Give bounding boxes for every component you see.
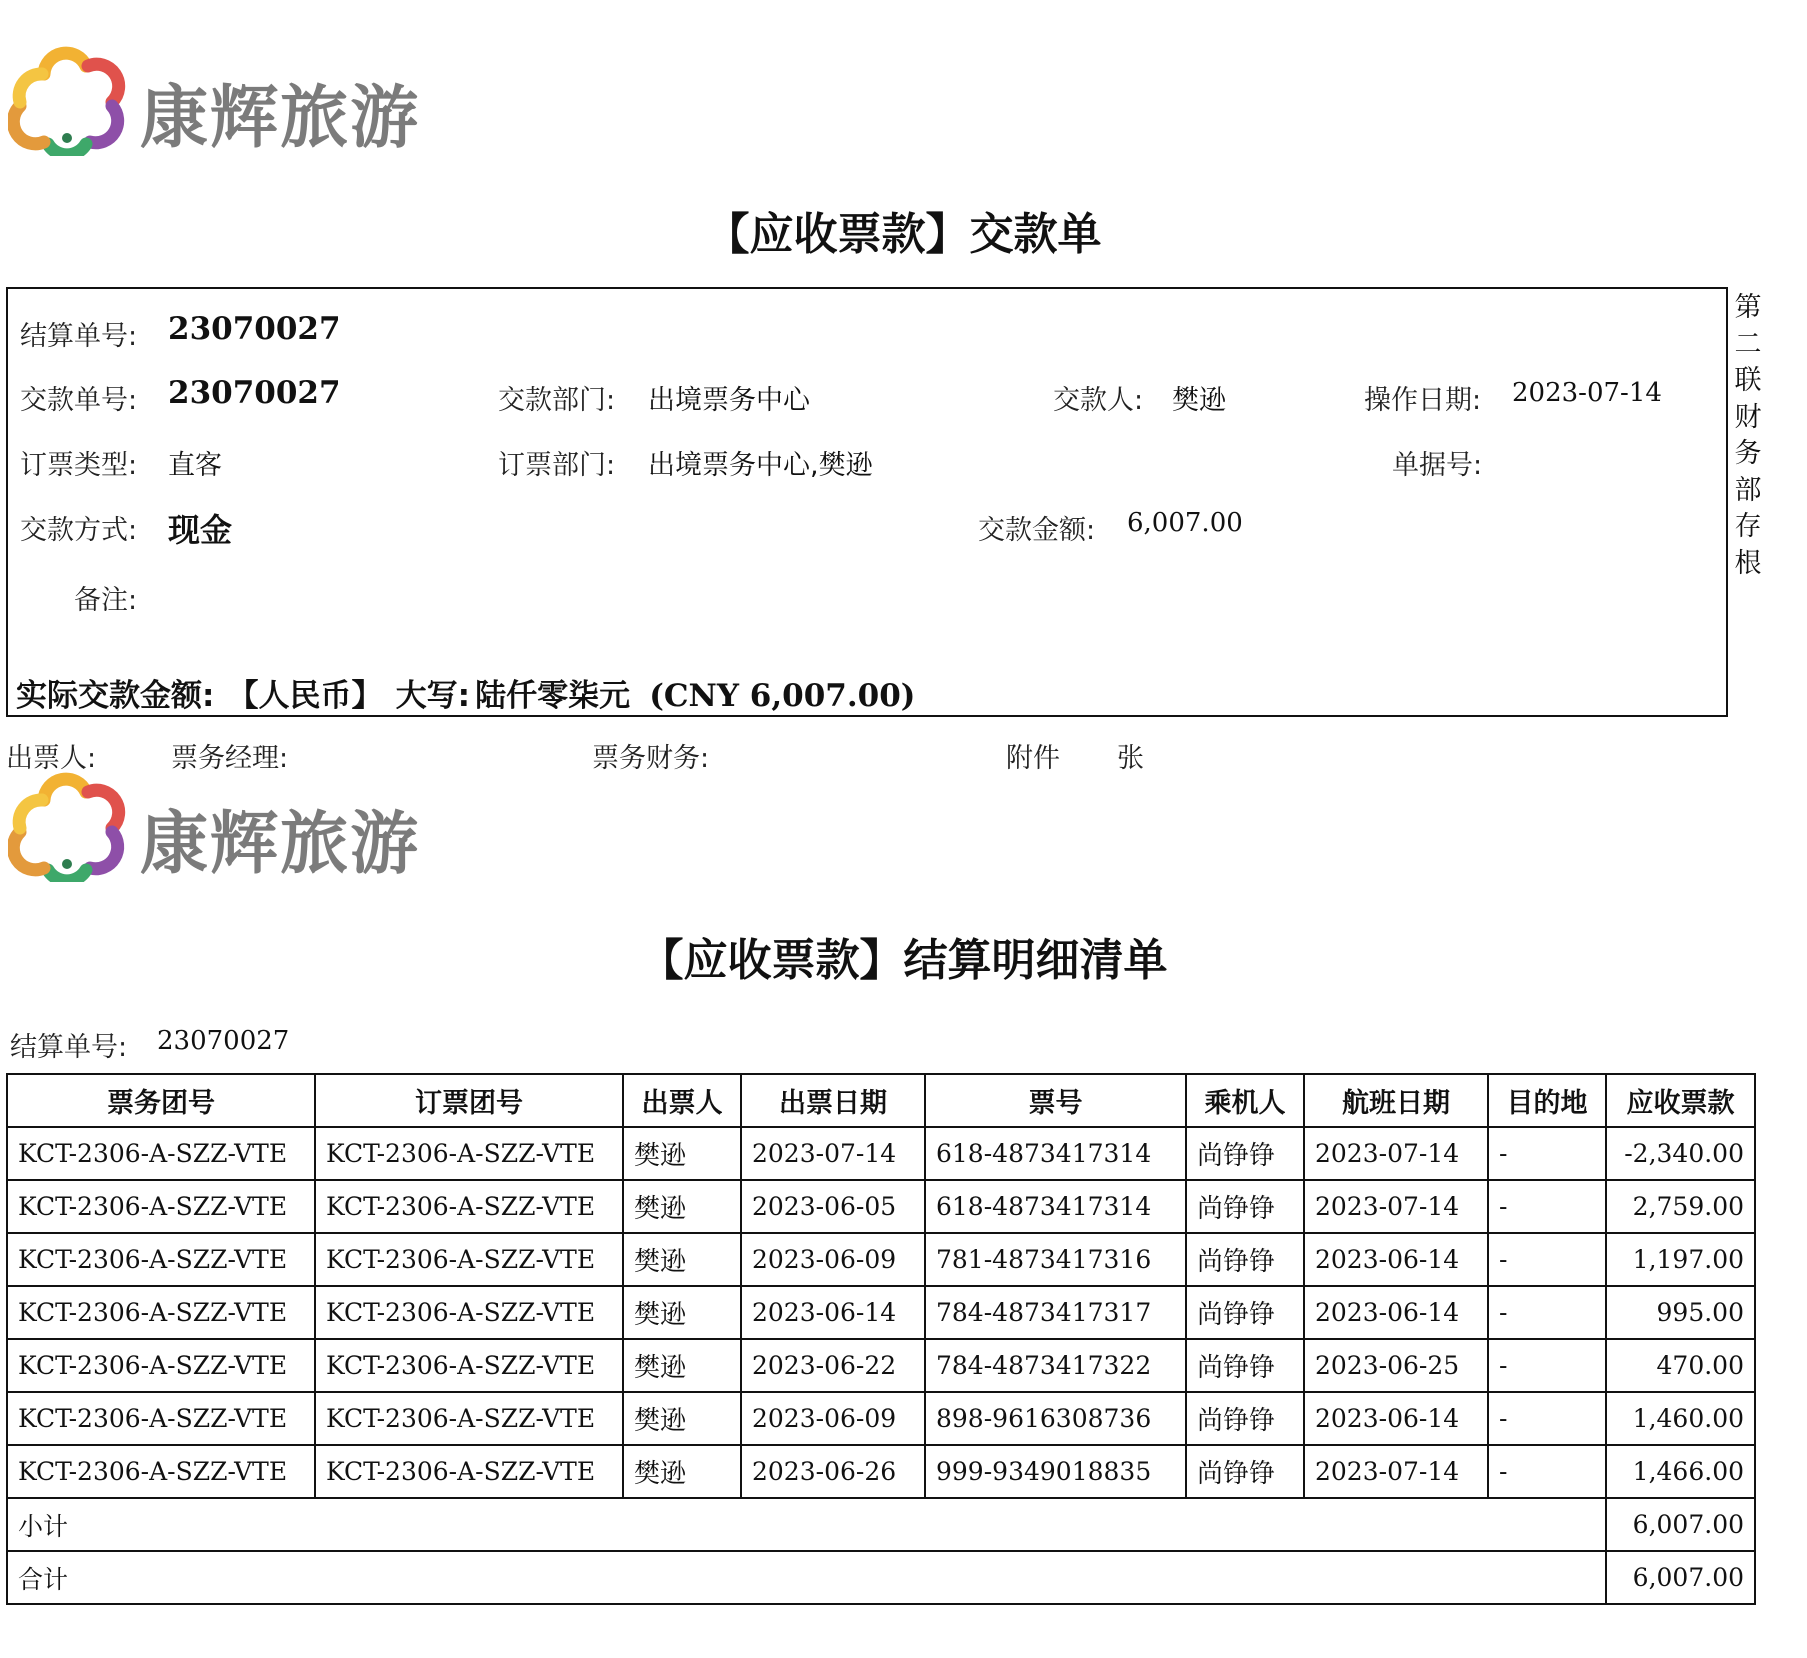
order-dept-label: 订票部门: (498, 450, 616, 481)
attachment-unit: 张 (1117, 743, 1144, 774)
receivable-cell: 1,466.00 (1606, 1445, 1755, 1498)
order-group-cell: KCT-2306-A-SZZ-VTE (315, 1127, 623, 1180)
ticket-group-cell: KCT-2306-A-SZZ-VTE (7, 1286, 315, 1339)
flight-date-cell: 2023-06-14 (1304, 1233, 1488, 1286)
flight-date-cell: 2023-07-14 (1304, 1180, 1488, 1233)
settlement-detail-table (6, 1073, 1756, 1605)
table-row (7, 1445, 1755, 1498)
table-row (7, 1127, 1755, 1180)
attachment-label: 附件 (1006, 743, 1060, 774)
issuer-cell: 樊逊 (623, 1180, 741, 1233)
ticket-no-cell: 784-4873417317 (925, 1286, 1186, 1339)
issuer-cell: 樊逊 (623, 1392, 741, 1445)
table-row (7, 1339, 1755, 1392)
destination-cell: - (1488, 1286, 1606, 1339)
issue-date-cell: 2023-06-22 (741, 1339, 925, 1392)
ticket-group-cell: KCT-2306-A-SZZ-VTE (7, 1392, 315, 1445)
uppercase-amount: 陆仟零柒元 (475, 678, 631, 714)
ticket-group-cell: KCT-2306-A-SZZ-VTE (7, 1233, 315, 1286)
passenger-cell: 尚铮铮 (1186, 1392, 1304, 1445)
payment-no-label: 交款单号: (20, 385, 138, 416)
issue-date-cell: 2023-06-09 (741, 1392, 925, 1445)
manager-label: 票务经理: (171, 743, 289, 774)
dept-value: 出境票务中心 (648, 385, 810, 416)
actual-amount-line (16, 670, 915, 715)
col-header-receivable: 应收票款 (1606, 1074, 1755, 1127)
issue-date-cell: 2023-07-14 (741, 1127, 925, 1180)
destination-cell: - (1488, 1339, 1606, 1392)
destination-cell: - (1488, 1392, 1606, 1445)
issuer-cell: 樊逊 (623, 1233, 741, 1286)
flight-date-cell: 2023-07-14 (1304, 1127, 1488, 1180)
issue-date-cell: 2023-06-05 (741, 1180, 925, 1233)
ticket-group-cell: KCT-2306-A-SZZ-VTE (7, 1445, 315, 1498)
total-label: 合计 (7, 1551, 1606, 1604)
payer-label: 交款人: (1053, 385, 1144, 416)
stub-vertical-text (1728, 290, 1768, 582)
receivable-cell: 1,197.00 (1606, 1233, 1755, 1286)
ticket-no-cell: 784-4873417322 (925, 1339, 1186, 1392)
detail-title: 【应收票款】结算明细清单 (639, 935, 1168, 986)
receivable-cell: 995.00 (1606, 1286, 1755, 1339)
col-header-passenger: 乘机人 (1186, 1074, 1304, 1127)
issue-date-cell: 2023-06-09 (741, 1233, 925, 1286)
table-row (7, 1233, 1755, 1286)
flight-date-cell: 2023-06-14 (1304, 1286, 1488, 1339)
flight-date-cell: 2023-06-25 (1304, 1339, 1488, 1392)
issuer-label: 出票人: (6, 743, 97, 774)
order-group-cell: KCT-2306-A-SZZ-VTE (315, 1339, 623, 1392)
brand-name-2: 康辉旅游 (140, 805, 421, 884)
uppercase-label: 大写: (395, 678, 470, 714)
col-header-issuer: 出票人 (623, 1074, 741, 1127)
ticket-group-cell: KCT-2306-A-SZZ-VTE (7, 1180, 315, 1233)
detail-settlement-no-value: 23070027 (157, 1026, 290, 1056)
op-date-label: 操作日期: (1364, 385, 1482, 416)
table-row (7, 1286, 1755, 1339)
col-header-destination: 目的地 (1488, 1074, 1606, 1127)
ticket-no-cell: 999-9349018835 (925, 1445, 1186, 1498)
amount-value: 6,007.00 (1127, 508, 1243, 538)
receivable-cell: 2,759.00 (1606, 1180, 1755, 1233)
col-header-ticket-no: 票号 (925, 1074, 1186, 1127)
flower-logo-icon (8, 770, 126, 882)
ticket-group-cell: KCT-2306-A-SZZ-VTE (7, 1127, 315, 1180)
order-group-cell: KCT-2306-A-SZZ-VTE (315, 1180, 623, 1233)
op-date-value: 2023-07-14 (1512, 378, 1662, 408)
company-logo (8, 44, 438, 164)
receivable-cell: 470.00 (1606, 1339, 1755, 1392)
flight-date-cell: 2023-07-14 (1304, 1445, 1488, 1498)
pay-method-label: 交款方式: (20, 515, 138, 546)
payment-form (6, 287, 1728, 717)
flower-logo-icon (8, 44, 126, 156)
subtotal-row (7, 1498, 1755, 1551)
order-group-cell: KCT-2306-A-SZZ-VTE (315, 1233, 623, 1286)
stub-text: 第二联财务部存根 (1734, 292, 1762, 579)
col-header-flight-date: 航班日期 (1304, 1074, 1488, 1127)
table-row (7, 1180, 1755, 1233)
ticket-group-cell: KCT-2306-A-SZZ-VTE (7, 1339, 315, 1392)
total-row (7, 1551, 1755, 1604)
doc-no-label: 单据号: (1392, 450, 1483, 481)
currency-label: 【人民币】 (227, 678, 383, 714)
issuer-cell: 樊逊 (623, 1445, 741, 1498)
passenger-cell: 尚铮铮 (1186, 1339, 1304, 1392)
destination-cell: - (1488, 1445, 1606, 1498)
order-dept-value: 出境票务中心,樊逊 (648, 450, 873, 481)
issue-date-cell: 2023-06-14 (741, 1286, 925, 1339)
receivable-cell: 1,460.00 (1606, 1392, 1755, 1445)
order-group-cell: KCT-2306-A-SZZ-VTE (315, 1286, 623, 1339)
issue-date-cell: 2023-06-26 (741, 1445, 925, 1498)
company-logo-2 (8, 770, 438, 890)
payer-value: 樊逊 (1172, 385, 1226, 416)
issuer-cell: 樊逊 (623, 1286, 741, 1339)
order-type-value: 直客 (168, 450, 222, 481)
issuer-cell: 樊逊 (623, 1339, 741, 1392)
subtotal-value: 6,007.00 (1606, 1498, 1755, 1551)
ticket-no-cell: 618-4873417314 (925, 1127, 1186, 1180)
destination-cell: - (1488, 1233, 1606, 1286)
amount-label: 交款金额: (978, 515, 1096, 546)
total-value: 6,007.00 (1606, 1551, 1755, 1604)
cny-amount: (CNY 6,007.00) (649, 678, 916, 714)
issuer-cell: 樊逊 (623, 1127, 741, 1180)
ticket-no-cell: 781-4873417316 (925, 1233, 1186, 1286)
receivable-cell: -2,340.00 (1606, 1127, 1755, 1180)
table-header-row (7, 1074, 1755, 1127)
detail-settlement-no-label: 结算单号: (10, 1032, 128, 1063)
settlement-no-value: 23070027 (168, 311, 341, 347)
order-group-cell: KCT-2306-A-SZZ-VTE (315, 1392, 623, 1445)
destination-cell: - (1488, 1180, 1606, 1233)
col-header-issue-date: 出票日期 (741, 1074, 925, 1127)
col-header-order-group: 订票团号 (315, 1074, 623, 1127)
payment-form-title: 【应收票款】交款单 (705, 209, 1102, 260)
subtotal-label: 小计 (7, 1498, 1606, 1551)
payment-no-value: 23070027 (168, 375, 341, 411)
ticket-no-cell: 618-4873417314 (925, 1180, 1186, 1233)
order-group-cell: KCT-2306-A-SZZ-VTE (315, 1445, 623, 1498)
table-row (7, 1392, 1755, 1445)
remark-label: 备注: (74, 585, 138, 616)
pay-method-value: 现金 (168, 511, 233, 549)
flight-date-cell: 2023-06-14 (1304, 1392, 1488, 1445)
settlement-no-label: 结算单号: (20, 321, 138, 352)
passenger-cell: 尚铮铮 (1186, 1445, 1304, 1498)
col-header-ticket-group: 票务团号 (7, 1074, 315, 1127)
dept-label: 交款部门: (498, 385, 616, 416)
passenger-cell: 尚铮铮 (1186, 1127, 1304, 1180)
order-type-label: 订票类型: (20, 450, 138, 481)
passenger-cell: 尚铮铮 (1186, 1180, 1304, 1233)
destination-cell: - (1488, 1127, 1606, 1180)
actual-amount-label: 实际交款金额: (16, 678, 215, 714)
finance-label: 票务财务: (592, 743, 710, 774)
brand-name: 康辉旅游 (140, 79, 421, 158)
passenger-cell: 尚铮铮 (1186, 1286, 1304, 1339)
passenger-cell: 尚铮铮 (1186, 1233, 1304, 1286)
ticket-no-cell: 898-9616308736 (925, 1392, 1186, 1445)
